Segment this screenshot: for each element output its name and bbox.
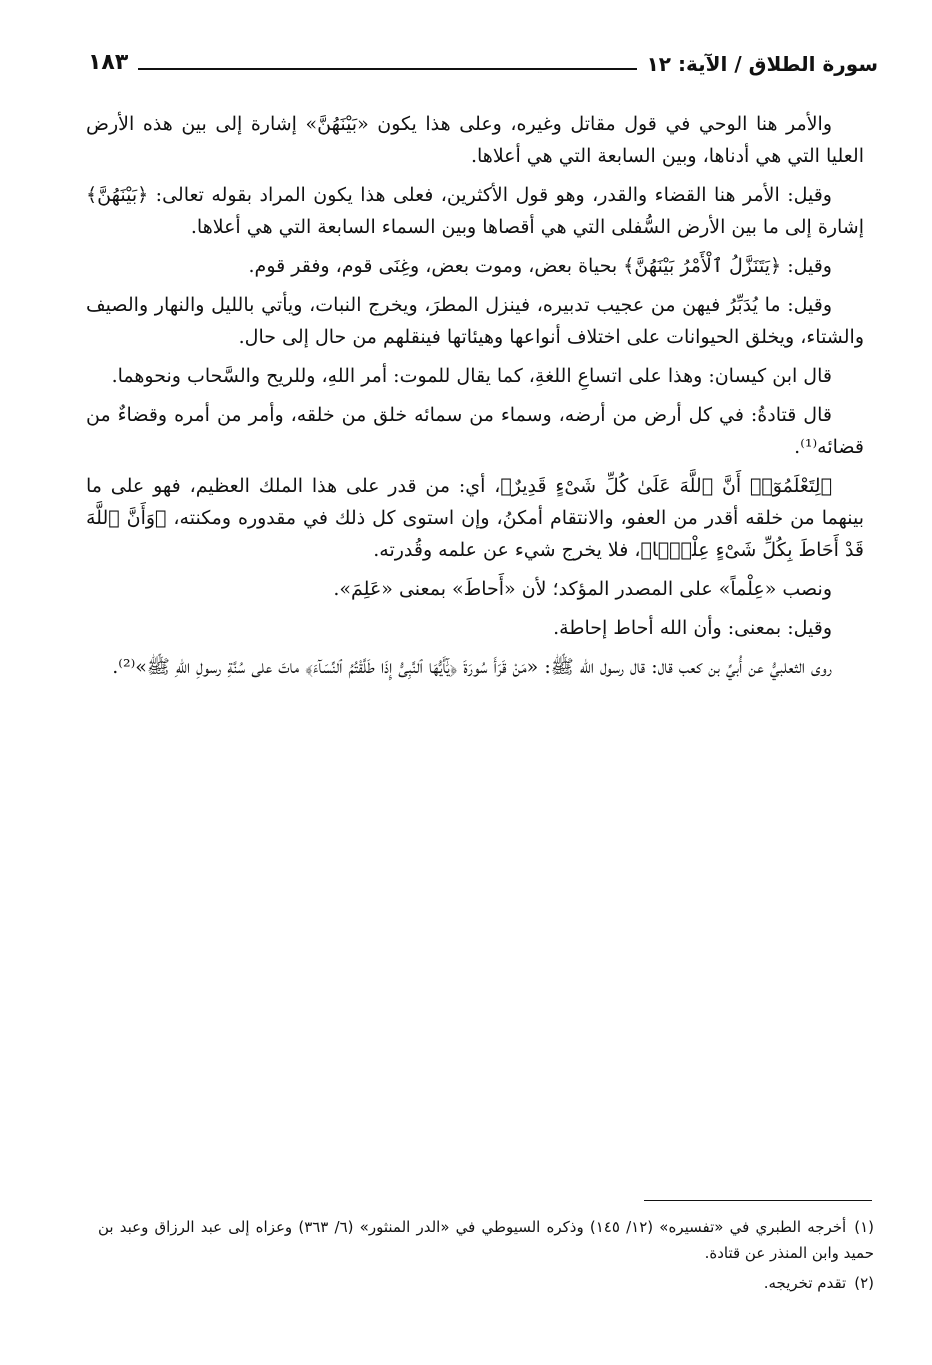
footnote-text: تقدم تخريجه. — [763, 1274, 847, 1292]
footnote-2 — [98, 1270, 874, 1296]
paragraph: قال قتادةُ: في كل أرض من أرضه، وسماء من سمائه خلق من خلقه، وأمر من أمره وقضاءٌ من قضائه⁽¹⁾. — [86, 404, 864, 458]
footnote-number: (١) — [854, 1218, 875, 1236]
main-text — [86, 108, 864, 690]
paragraph: وقيل: الأمر هنا القضاء والقدر، وهو قول الأكثرين، فعلى هذا يكون المراد بقوله تعالى: ﴿بَيْنَهُنَّ﴾ إشارة إلى ما بين الأرض السُّفلى التي هي أقصاها وبين السماء السابعة التي هي أعلاها. — [86, 184, 864, 238]
footnote-text: أخرجه الطبري في «تفسيره» (١٢/ ١٤٥) وذكره السيوطي في «الدر المنثور» (٦/ ٣٦٣) وعزاه إلى عبد الرزاق وعبد بن حميد وابن المنذر عن قتادة. — [98, 1218, 874, 1262]
paragraph: وقيل: ما يُدَبِّرُ فيهن من عجيب تدبيره، فينزل المطرَ، ويخرج النبات، ويأتي بالليل والنهار والصيف والشتاء، ويخلق الحيوانات على اختلاف أنواعها وهيئاتها فينقلهم من حال إلى حال. — [86, 294, 864, 348]
paragraph: وقيل: ﴿يَتَنَزَّلُ ٱلْأَمْرُ بَيْنَهُنَّ﴾ بحياة بعض، وموت بعض، وغِنَى قوم، وفقر قوم. — [248, 255, 832, 277]
footnote-number: (٢) — [854, 1274, 874, 1292]
paragraph: ونصب «عِلْماً» على المصدر المؤكد؛ لأن «أَحاطَ» بمعنى «عَلِمَ». — [333, 578, 832, 600]
paragraph: روى الثعلبيُّ عن أُبيِّ بن كعب قال: قال رسول الله ﷺ: «مَنْ قَرَأَ سُورَةَ ﴿يَٰٓأَيُّهَا ٱلنَّبِىُّ إِذَا طَلَّقْتُمُ ٱلنِّسَآءَ﴾ ماتَ على سُنَّةِ رسولِ اللهِ ﷺ»⁽²⁾. — [112, 656, 832, 678]
paragraph: قال ابن كيسان: وهذا على اتساعِ اللغةِ، كما يقال للموت: أمر اللهِ، وللريح والسَّحاب ونحوهما. — [111, 365, 832, 387]
paragraph: ﴿لِتَعْلَمُوٓا۟ أَنَّ ٱللَّهَ عَلَىٰ كُلِّ شَىْءٍ قَدِيرٌ﴾، أي: من قدر على هذا الملك العظيم، فهو على ما بينهما من خلقه أقدر من العفو، والانتقام أمكنُ، وإن استوى كل ذلك في مقدوره ومكنته، ﴿وَأَنَّ ٱللَّهَ قَدْ أَحَاطَ بِكُلِّ شَىْءٍ عِلْمًۢا﴾، فلا يخرج شيء عن علمه وقُدرته. — [86, 475, 864, 561]
header-rule — [138, 68, 636, 70]
paragraph: وقيل: بمعنى: وأن الله أحاط إحاطة. — [553, 617, 832, 639]
page-number: ١٨٣ — [88, 50, 129, 75]
page-header — [88, 38, 878, 74]
running-title: سورة الطلاق / الآية: ١٢ — [646, 52, 878, 76]
footnotes — [98, 1214, 874, 1300]
footnote-separator — [644, 1200, 872, 1201]
paragraph: والأمر هنا الوحي في قول مقاتل وغيره، وعلى هذا يكون «بَيْنَهُنَّ» إشارة إلى بين هذه الأرض العليا التي هي أدناها، وبين السابعة التي هي أعلاها. — [86, 113, 864, 167]
footnote-1 — [98, 1214, 874, 1266]
